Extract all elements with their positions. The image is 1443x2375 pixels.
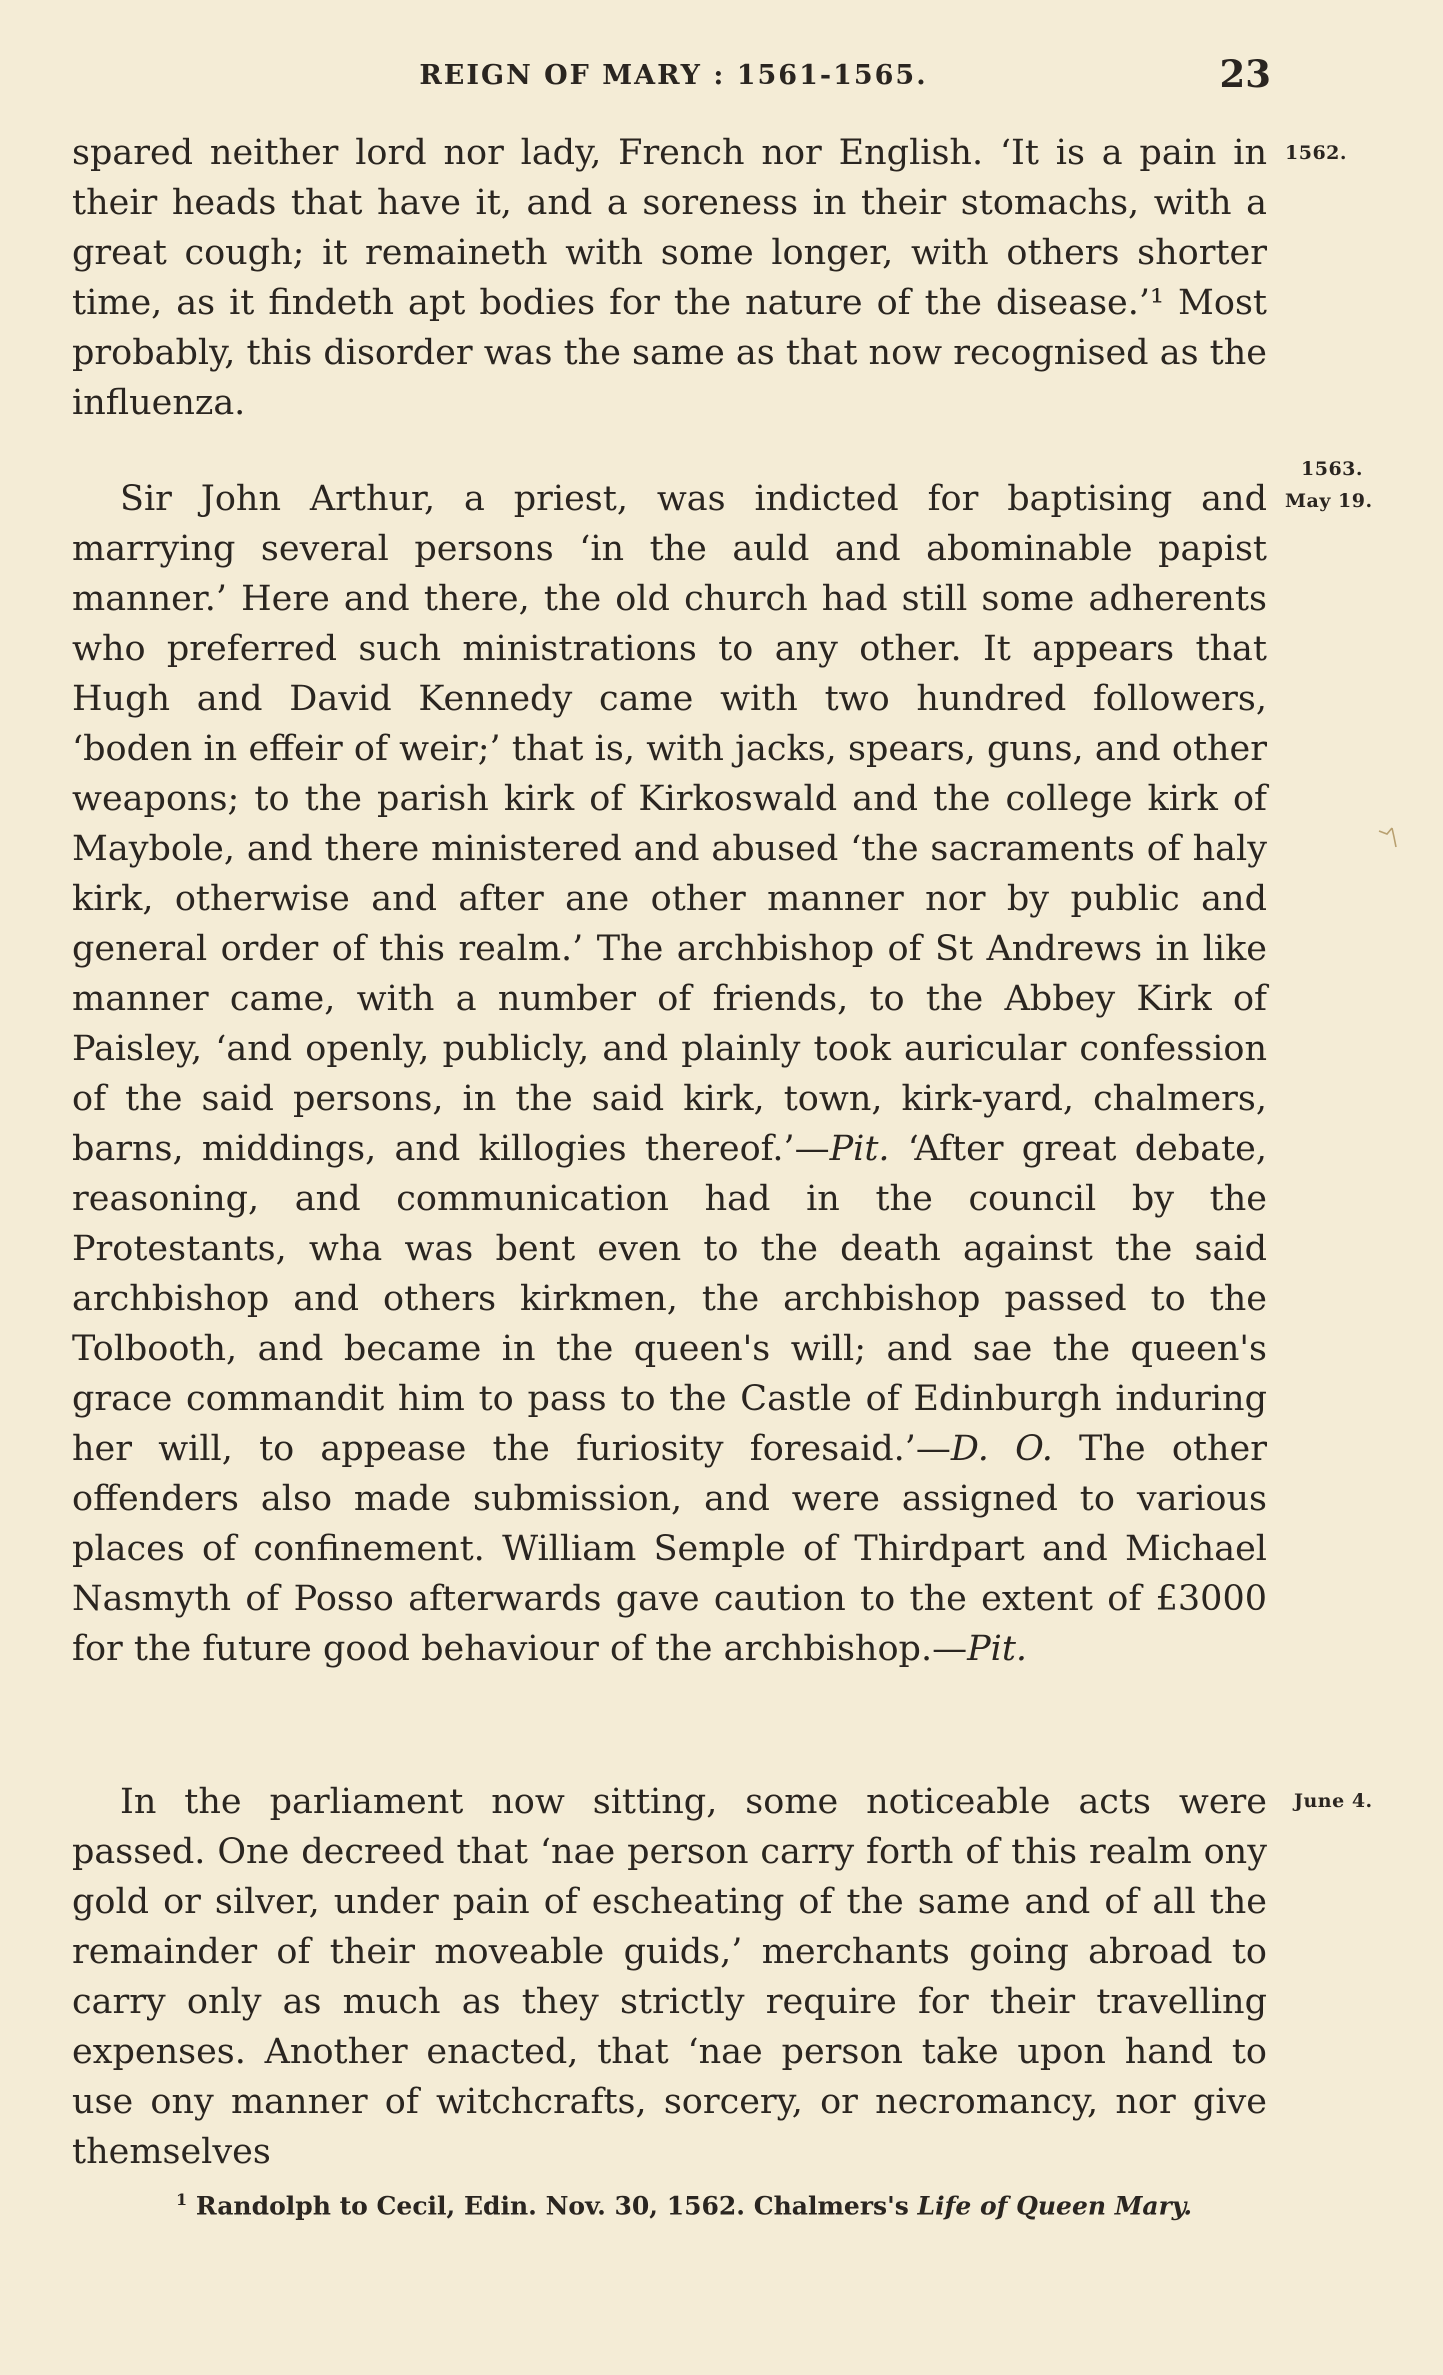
footnote: [176, 2190, 1192, 2220]
paragraph-3: [72, 1777, 1267, 2177]
paragraph-2-part-b: ‘After great debate, reasoning, and communication had in the council by the Protestants, wha was bent even to the death against the said archbishop and others kirkmen, the archbishop passed to the Tolbooth, and became in the queen's will; and sae the queen's grace commandit him to pass to the Castle of Edinburgh induring her will, to appease the furiosity foresaid.’—: [72, 1129, 1267, 1469]
page-header: [76, 52, 1271, 102]
paragraph-2-part-a: Sir John Arthur, a priest, was indicted for baptising and marrying several persons ‘in the auld and abominable papist manner.’ Here and there, the old church had still some adherents who preferred such ministrations to any other. It appears that Hugh and David Kennedy came with two hundred followers, ‘boden in effeir of weir;’ that is, with jacks, spears, guns, and other weapons; to the parish kirk of Kirkoswald and the college kirk of Maybole, and there ministered and abused ‘the sacraments of haly kirk, otherwise and after ane other manner nor by public and general order of this realm.’ The archbishop of St Andrews in like manner came, with a number of friends, to the Abbey Kirk of Paisley, ‘and openly, publicly, and plainly took auricular confession of the said persons, in the said kirk, town, kirk-yard, chalmers, barns, middings, and killogies thereof.’—: [72, 479, 1267, 1169]
citation-do: D. O.: [950, 1429, 1053, 1469]
sidenote-may-19: May 19.: [1285, 490, 1373, 512]
paragraph-1-text: spared neither lord nor lady, French nor English. ‘It is a pain in their heads that have it, and a soreness in their stomachs, with a great cough; it remaineth with some longer, with others shorter time, as it findeth apt bodies for the nature of the disease.’¹ Most probably, this disorder was the same as that now recognised as the influenza.: [72, 133, 1267, 423]
paragraph-2-text: [72, 474, 1267, 1674]
sidenote-june-4: June 4.: [1294, 1790, 1373, 1812]
footnote-title: Life of Queen Mary.: [917, 2191, 1193, 2221]
running-title: REIGN OF MARY : 1561-1565.: [419, 60, 928, 91]
paragraph-2-part-c: The other offenders also made submission, and were assigned to various places of confinement. William Semple of Thirdpart and Michael Nasmyth of Posso afterwards gave caution to the extent of £3000 for the future good behaviour of the archbishop.—: [72, 1429, 1267, 1669]
page-number: 23: [1219, 52, 1271, 96]
footnote-text: Randolph to Cecil, Edin. Nov. 30, 1562. Chalmers's: [195, 2191, 918, 2221]
pencil-mark-icon: [1378, 825, 1404, 849]
sidenote-1562: 1562.: [1285, 142, 1347, 164]
sidenote-1563: 1563.: [1301, 458, 1363, 480]
footnote-marker: 1: [176, 2190, 188, 2209]
citation-pit-2: Pit.: [967, 1629, 1028, 1669]
paragraph-2: [72, 474, 1267, 1674]
citation-pit-1: Pit.: [829, 1129, 890, 1169]
paragraph-3-text: In the parliament now sitting, some noticeable acts were passed. One decreed that ‘nae person carry forth of this realm ony gold or silver, under pain of escheating of the same and of all the remainder of their moveable guids,’ merchants going abroad to carry only as much as they strictly require for their travelling expenses. Another enacted, that ‘nae person take upon hand to use ony manner of witchcrafts, sorcery, or necromancy, nor give themselves: [72, 1782, 1267, 2172]
paragraph-1: [72, 128, 1267, 428]
